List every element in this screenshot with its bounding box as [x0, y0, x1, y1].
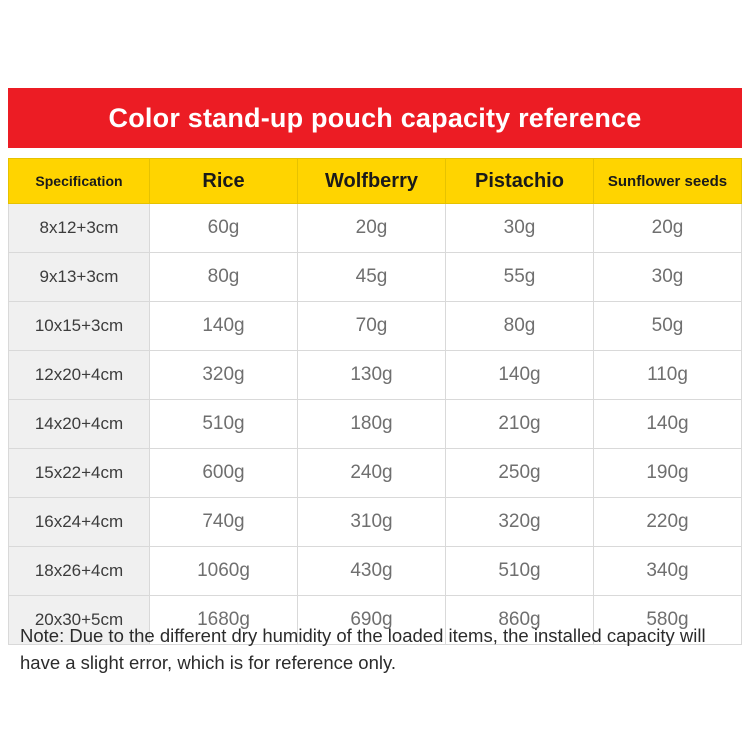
cell-sunflower-seeds: 20g — [594, 204, 742, 253]
cell-pistachio: 320g — [446, 498, 594, 547]
table-row — [9, 400, 742, 449]
table-header-row — [9, 159, 742, 204]
table-row — [9, 498, 742, 547]
cell-wolfberry: 130g — [298, 351, 446, 400]
table-row — [9, 449, 742, 498]
column-header-sunflower-seeds: Sunflower seeds — [594, 159, 742, 204]
cell-wolfberry: 310g — [298, 498, 446, 547]
cell-rice: 510g — [150, 400, 298, 449]
table-row — [9, 302, 742, 351]
cell-pistachio: 250g — [446, 449, 594, 498]
cell-wolfberry: 70g — [298, 302, 446, 351]
cell-rice: 320g — [150, 351, 298, 400]
cell-rice: 60g — [150, 204, 298, 253]
cell-specification: 15x22+4cm — [9, 449, 150, 498]
cell-pistachio: 860g — [446, 596, 594, 645]
cell-rice: 740g — [150, 498, 298, 547]
table-body — [9, 204, 742, 645]
page-title: Color stand-up pouch capacity reference — [108, 102, 642, 133]
cell-pistachio: 55g — [446, 253, 594, 302]
cell-specification: 14x20+4cm — [9, 400, 150, 449]
cell-sunflower-seeds: 110g — [594, 351, 742, 400]
cell-rice: 1060g — [150, 547, 298, 596]
column-header-specification: Specification — [9, 159, 150, 204]
cell-pistachio: 510g — [446, 547, 594, 596]
cell-wolfberry: 180g — [298, 400, 446, 449]
cell-sunflower-seeds: 140g — [594, 400, 742, 449]
table-row — [9, 253, 742, 302]
cell-sunflower-seeds: 220g — [594, 498, 742, 547]
cell-sunflower-seeds: 340g — [594, 547, 742, 596]
column-header-wolfberry: Wolfberry — [298, 159, 446, 204]
banner — [8, 88, 742, 148]
table-row — [9, 351, 742, 400]
cell-pistachio: 80g — [446, 302, 594, 351]
cell-wolfberry: 20g — [298, 204, 446, 253]
cell-rice: 80g — [150, 253, 298, 302]
cell-specification: 9x13+3cm — [9, 253, 150, 302]
cell-sunflower-seeds: 30g — [594, 253, 742, 302]
column-header-rice: Rice — [150, 159, 298, 204]
table-header — [9, 159, 742, 204]
cell-wolfberry: 430g — [298, 547, 446, 596]
cell-pistachio: 210g — [446, 400, 594, 449]
cell-pistachio: 140g — [446, 351, 594, 400]
capacity-table — [8, 158, 742, 645]
cell-wolfberry: 240g — [298, 449, 446, 498]
table-row — [9, 547, 742, 596]
column-header-pistachio: Pistachio — [446, 159, 594, 204]
cell-sunflower-seeds: 580g — [594, 596, 742, 645]
cell-pistachio: 30g — [446, 204, 594, 253]
cell-rice: 140g — [150, 302, 298, 351]
cell-specification: 20x30+5cm — [9, 596, 150, 645]
table-row — [9, 204, 742, 253]
cell-rice: 600g — [150, 449, 298, 498]
cell-specification: 16x24+4cm — [9, 498, 150, 547]
cell-wolfberry: 45g — [298, 253, 446, 302]
cell-specification: 10x15+3cm — [9, 302, 150, 351]
cell-sunflower-seeds: 50g — [594, 302, 742, 351]
cell-wolfberry: 690g — [298, 596, 446, 645]
cell-specification: 8x12+3cm — [9, 204, 150, 253]
cell-rice: 1680g — [150, 596, 298, 645]
cell-specification: 18x26+4cm — [9, 547, 150, 596]
cell-specification: 12x20+4cm — [9, 351, 150, 400]
note-text: Note: Due to the different dry humidity of the loaded items, the installed capacity will have a slight error, which is for reference only. — [20, 625, 706, 673]
capacity-table-wrapper — [8, 158, 742, 645]
cell-sunflower-seeds: 190g — [594, 449, 742, 498]
